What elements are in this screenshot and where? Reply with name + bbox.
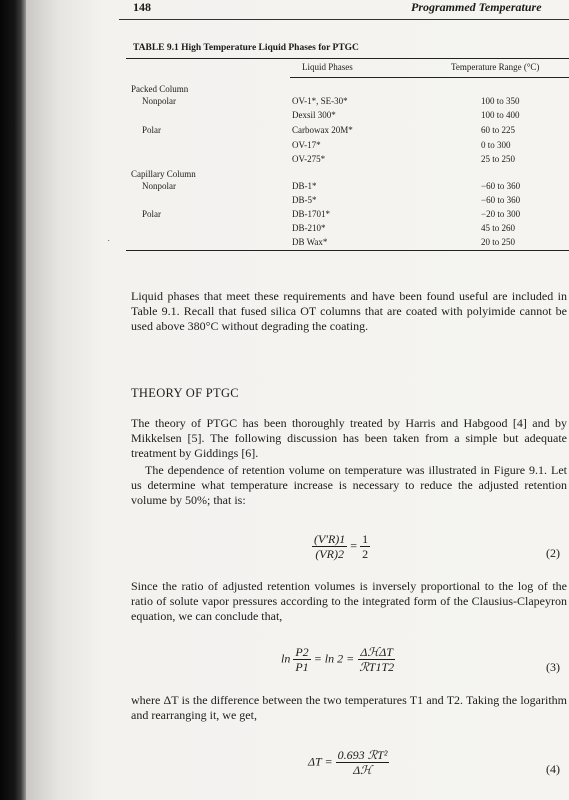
table-row-label: Capillary Column [131, 169, 196, 179]
table-cell-phase: DB Wax* [292, 237, 328, 247]
table-cell-phase: DB-1701* [292, 209, 330, 219]
table-cell-phase: OV-275* [292, 154, 326, 164]
equation-4 [308, 748, 389, 777]
eq3-denominator: P1 [295, 660, 309, 674]
eq3-ln: ln [281, 651, 291, 666]
book-spine-shadow [0, 0, 26, 800]
table-caption: TABLE 9.1 High Temperature Liquid Phases for PTGC [133, 43, 359, 53]
page-number: 148 [133, 0, 151, 14]
margin-mark: ˙ [107, 239, 111, 250]
eq3-rhs-numerator: ΔℋΔT [360, 645, 393, 659]
table-cell-range: 100 to 400 [481, 110, 520, 120]
table-row-label: Polar [142, 209, 161, 219]
eq2-rhs-numerator: 1 [362, 532, 369, 546]
equation-3-number: (3) [546, 660, 560, 674]
table-cell-phase: DB-5* [292, 195, 317, 205]
table-cell-range: −60 to 360 [481, 181, 521, 191]
eq2-denominator: (VR)2 [315, 547, 344, 561]
paragraph-clausius: Since the ratio of adjusted retention volumes is inversely proportional to the log of the ratio of solute vapor pressures according to the integrated form of the Clausius-Clapeyron equation, we can conclude that, [131, 579, 567, 624]
eq4-denominator: Δℋ [353, 763, 372, 777]
table-cell-phase: OV-1*, SE-30* [292, 96, 348, 106]
table-top-rule [126, 58, 569, 59]
eq4-lhs: ΔT = [308, 754, 333, 769]
header-rule [119, 19, 569, 20]
table-cell-range: 20 to 250 [481, 237, 516, 247]
paragraph-liquid-phases: Liquid phases that meet these requirements and have been found useful are included in Table 9.1. Recall that fused silica OT columns that are coated with polyimide cannot be used above 380°C without degrading the coating. [131, 289, 567, 334]
eq3-numerator: P2 [295, 645, 309, 659]
table-row-label: Packed Column [131, 84, 189, 94]
eq4-numerator: 0.693 ℛT² [337, 748, 388, 762]
table-cell-phase: Carbowax 20M* [292, 125, 353, 135]
eq2-rhs-denominator: 2 [362, 547, 369, 561]
equation-2-number: (2) [546, 546, 560, 560]
table-row-label: Polar [142, 125, 161, 135]
paragraph-theory: The theory of PTGC has been thoroughly treated by Harris and Habgood [4] and by Mikkelsen [5]. The following discussion has been taken from a simple but adequate treatment by Giddings [6]. [131, 416, 567, 461]
equation-2: $\frac{(V'R)1}{(VR)2}$ = $\frac{1}{2}$ [314, 532, 369, 561]
table-cell-phase: DB-210* [292, 223, 326, 233]
eq3-rhs-denominator: ℛT1T2 [359, 660, 395, 674]
table-row-label: Nonpolar [142, 181, 176, 191]
table-cell-phase: Dexsil 300* [292, 110, 336, 120]
table-cell-phase: OV-17* [292, 140, 321, 150]
table-col-header-phase: Liquid Phases [302, 62, 353, 72]
table-cell-range: 25 to 250 [481, 154, 516, 164]
running-title: Programmed Temperature [411, 0, 542, 14]
table-col-header-range: Temperature Range (°C) [451, 62, 540, 72]
table-cell-range: 45 to 260 [481, 223, 516, 233]
section-heading: THEORY OF PTGC [131, 386, 239, 400]
table-cell-range: 60 to 225 [481, 125, 516, 135]
table-cell-range: 0 to 300 [481, 140, 511, 150]
eq2-numerator: (V′R)1 [314, 532, 346, 546]
equation-4-number: (4) [546, 762, 560, 776]
table-cell-range: −20 to 300 [481, 209, 521, 219]
equation-3 [281, 645, 396, 674]
paragraph-where: where ΔT is the difference between the two temperatures T1 and T2. Taking the logarithm and rearranging it, we get, [131, 693, 567, 723]
paragraph-retention: The dependence of retention volume on temperature was illustrated in Figure 9.1. Let us determine what temperature increase is necessary to reduce the adjusted retention volume by 50%; that is: [131, 463, 567, 508]
table-cell-phase: DB-1* [292, 181, 317, 191]
table-header-rule [290, 77, 569, 78]
eq3-middle: = ln 2 = [313, 651, 355, 666]
table-cell-range: 100 to 350 [481, 96, 520, 106]
table-cell-range: −60 to 360 [481, 195, 521, 205]
table-row-label: Nonpolar [142, 96, 176, 106]
table-bottom-rule [126, 250, 569, 251]
